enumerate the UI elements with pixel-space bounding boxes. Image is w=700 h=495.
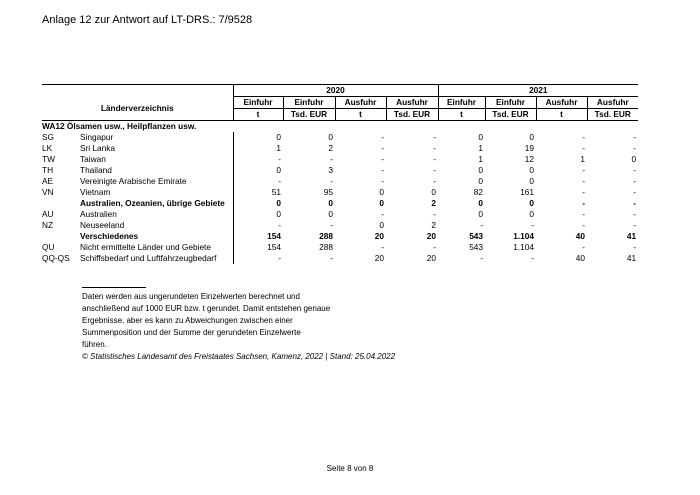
table-row [42,187,638,198]
year-2020: 2020 [233,85,438,97]
value-cell: 154 [233,242,283,253]
value-cell: 1.104 [513,231,535,241]
value-cell: - [633,132,637,142]
value-cell: 0 [379,187,384,197]
col-header: Ausfuhr [386,97,438,109]
country-code: LK [42,143,53,153]
year-header-row [42,85,638,97]
value-cell: - [381,165,384,175]
country-code: QQ-QS [42,253,70,263]
unit-header: Tsd. EUR [587,109,638,121]
document-title: Anlage 12 zur Antwort auf LT-DRS.: 7/9528 [42,14,253,26]
table-row [42,209,638,220]
footnote-line: Ergebnisse, aber es kann zu Abweichungen zwischen einer [82,316,293,325]
source-note: © Statistisches Landesamt des Freistaates Sachsen, Kamenz, 2022 | Stand: 25.04.2022 [82,352,396,361]
column-header-row [42,97,638,109]
table-row [42,253,638,264]
page-number: Seite 8 von 8 [326,464,374,473]
country-name: Schiffsbedarf und Luftfahrzeugbedarf [80,253,217,263]
value-cell: 2 [431,220,437,230]
table-row [42,132,638,143]
value-cell: 161 [520,187,535,197]
country-name: Thailand [80,165,112,175]
value-cell: - [582,165,586,175]
value-cell: 0 [328,198,333,208]
group-title: WA12 Ölsamen usw., Heilpflanzen usw. [42,121,197,131]
value-cell: - [633,176,637,186]
value-cell: - [233,154,283,165]
value-cell: 0 [529,198,535,208]
unit-header: Tsd. EUR [386,109,438,121]
country-name: Taiwan [80,154,106,164]
value-cell: - [582,220,586,230]
unit-header: Tsd. EUR [283,109,335,121]
country-code: VN [42,187,54,197]
value-cell: 0 [529,165,535,175]
value-cell: 40 [575,253,586,263]
value-cell: - [582,209,586,219]
country-name: Nicht ermittelte Länder und Gebiete [80,242,211,252]
value-cell: - [531,220,535,230]
table-row [42,154,638,165]
value-cell: 0 [478,176,484,186]
value-cell: - [531,253,535,263]
value-cell: 20 [374,231,384,241]
value-cell: 1 [478,154,484,164]
value-cell: 0 [631,154,637,164]
value-cell: 0 [478,132,484,142]
table-row [42,176,638,187]
value-cell: - [633,187,637,197]
value-cell: 3 [328,165,333,175]
value-cell: 19 [524,143,535,153]
value-cell: 543 [469,231,484,241]
country-code: AE [42,176,54,186]
unit-header: t [233,109,283,121]
unit-header: Tsd. EUR [485,109,536,121]
country-code: TW [42,154,55,164]
value-cell: - [582,132,586,142]
value-cell: 41 [626,231,637,241]
value-cell: - [330,154,333,164]
value-cell: - [233,176,283,187]
table-row [42,165,638,176]
country-code [42,231,78,242]
value-cell: - [480,253,484,263]
table-row [42,198,638,209]
country-code: AU [42,209,54,219]
country-code: SG [42,132,54,142]
col-header: Einfuhr [438,97,485,109]
value-cell: 154 [233,231,283,242]
value-cell: 82 [473,187,484,197]
value-cell: - [633,165,637,175]
value-cell: - [582,143,586,153]
value-cell: 0 [328,132,333,142]
value-cell: 20 [374,253,384,263]
value-cell: - [381,176,384,186]
country-name: Australien, Ozeanien, übrige Gebiete [80,198,225,208]
footnote-line: anschließend auf 1000 EUR bzw. t gerundet. Damit entstehen genaue [82,304,331,313]
table-row [42,143,638,154]
value-cell: 0 [529,176,535,186]
value-cell: 543 [469,242,484,252]
country-code: QU [42,242,55,252]
value-cell: - [433,165,437,175]
value-cell: - [433,143,437,153]
value-cell: 288 [319,231,333,241]
country-name: Verschiedenes [80,231,139,241]
table-row [42,231,638,242]
value-cell: 1.104 [513,242,535,252]
value-cell: - [330,176,333,186]
value-cell: - [582,198,586,208]
value-cell: - [582,242,586,252]
value-cell: - [381,154,384,164]
value-cell: 0 [233,209,283,220]
country-name: Vereinigte Arabische Emirate [80,176,187,186]
value-cell: 1 [233,143,283,154]
trade-table [42,84,638,264]
col-header: Ausfuhr [587,97,638,109]
value-cell: - [582,176,586,186]
value-cell: 0 [529,209,535,219]
value-cell: - [433,176,437,186]
footnote-line: Summenposition und der Summe der gerundeten Einzelwerte [82,328,301,337]
value-cell: - [330,220,333,230]
country-code: TH [42,165,54,175]
country-name: Sri Lanka [80,143,116,153]
value-cell: - [433,209,437,219]
country-code [42,198,78,209]
value-cell: 0 [379,198,384,208]
footnote-line: Daten werden aus ungerundeten Einzelwerten berechnet und [82,292,300,301]
value-cell: 40 [575,231,586,241]
value-cell: 20 [426,253,437,263]
col-header: Ausfuhr [335,97,386,109]
value-cell: - [433,154,437,164]
value-cell: - [633,209,637,219]
value-cell: 0 [233,132,283,143]
value-cell: 288 [319,242,333,252]
footnote-divider [82,287,146,288]
col-header: Einfuhr [485,97,536,109]
col-header: Ausfuhr [536,97,587,109]
laender-header: Länderverzeichnis [42,97,233,121]
unit-header: t [438,109,485,121]
group-title-row [42,121,638,133]
value-cell: - [633,198,637,208]
value-cell: 0 [478,165,484,175]
value-cell: 1 [580,154,586,164]
value-cell: 0 [233,165,283,176]
value-cell: - [381,132,384,142]
country-name: Australien [80,209,117,219]
value-cell: 20 [426,231,437,241]
value-cell: 0 [478,209,484,219]
country-code: NZ [42,220,54,230]
table-row [42,242,638,253]
unit-header: t [335,109,386,121]
table-body [42,132,638,264]
value-cell: - [633,242,637,252]
value-cell: 0 [431,187,437,197]
value-cell: 1 [478,143,484,153]
value-cell: 2 [431,198,437,208]
country-name: Neuseeland [80,220,125,230]
footnote [82,287,342,351]
value-cell: 0 [529,132,535,142]
value-cell: - [433,132,437,142]
col-header: Einfuhr [283,97,335,109]
value-cell: - [233,220,283,231]
value-cell: 0 [233,198,283,209]
value-cell: - [633,220,637,230]
country-name: Vietnam [80,187,111,197]
year-2021: 2021 [438,85,638,97]
footnote-line: führen. [82,340,107,349]
value-cell: 0 [379,220,384,230]
value-cell: 51 [233,187,283,198]
table-row [42,220,638,231]
value-cell: 95 [323,187,333,197]
value-cell: 0 [478,198,484,208]
value-cell: 41 [626,253,637,263]
value-cell: - [381,242,384,252]
value-cell: 2 [328,143,333,153]
value-cell: - [582,187,586,197]
value-cell: - [381,209,384,219]
value-cell: - [233,253,283,264]
col-header: Einfuhr [233,97,283,109]
value-cell: - [480,220,484,230]
unit-header: t [536,109,587,121]
value-cell: - [633,143,637,153]
value-cell: 0 [328,209,333,219]
value-cell: - [433,242,437,252]
country-name: Singapur [80,132,114,142]
value-cell: - [330,253,333,263]
value-cell: - [381,143,384,153]
value-cell: 12 [524,154,535,164]
